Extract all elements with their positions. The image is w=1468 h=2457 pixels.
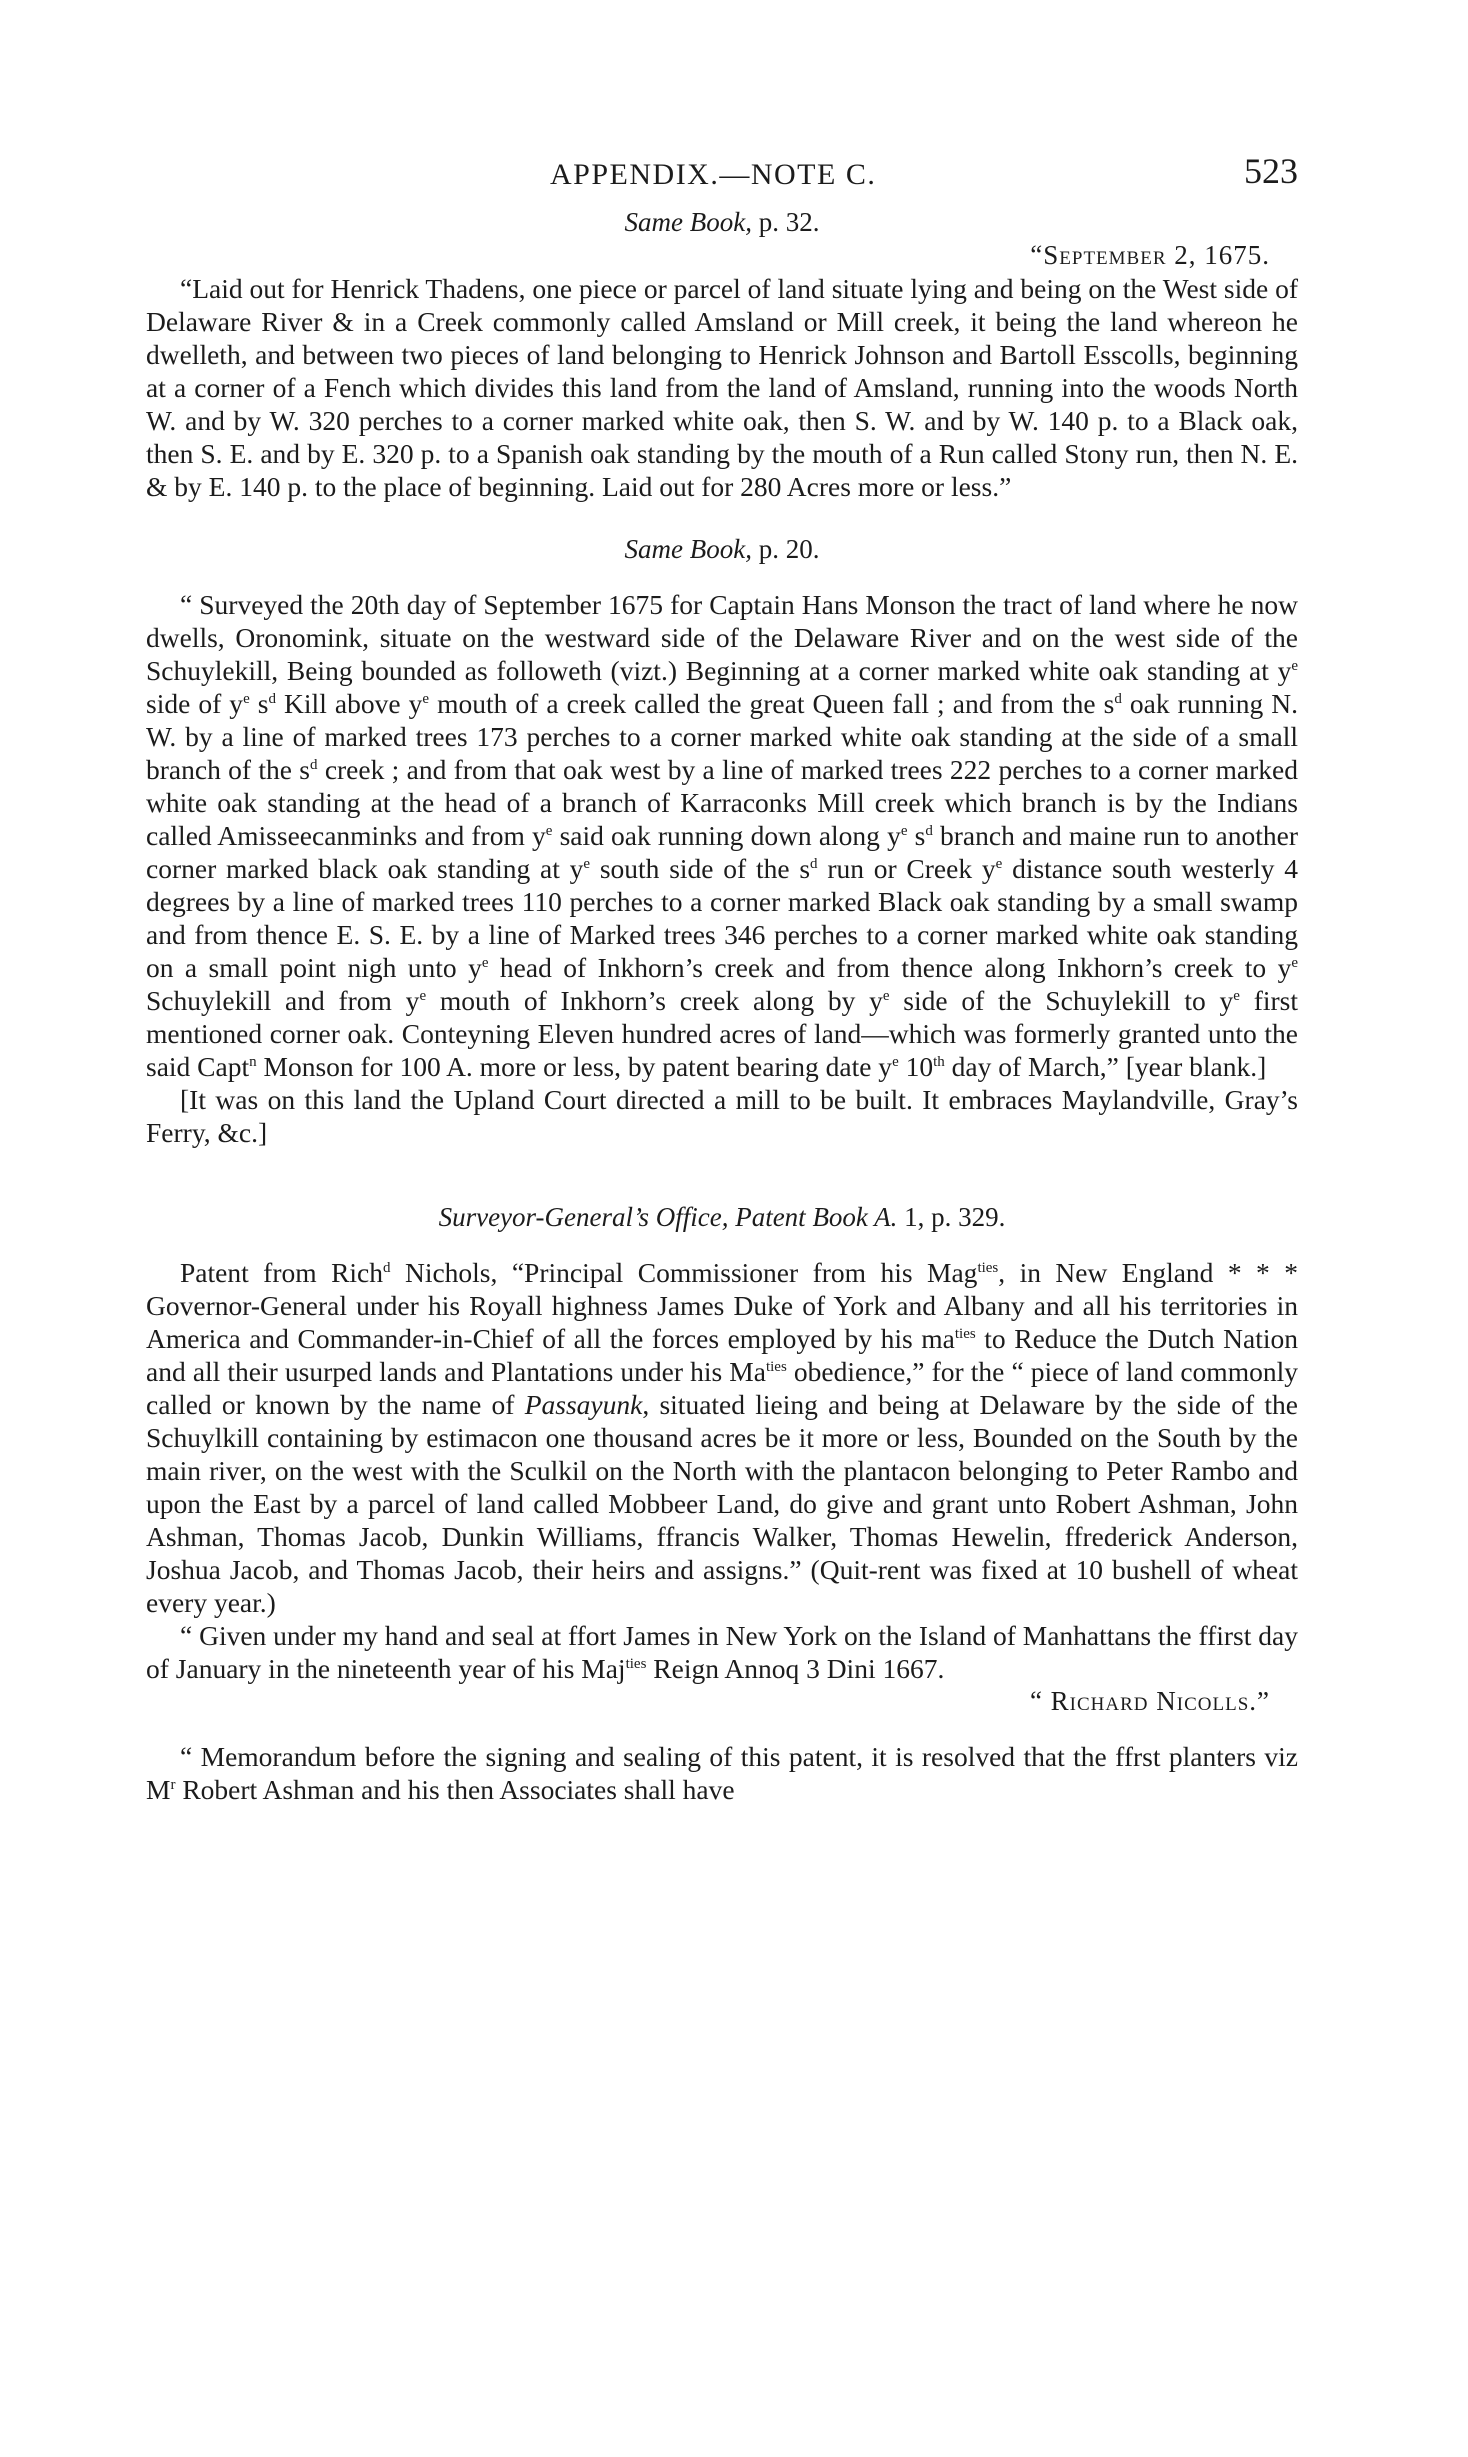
source-book: Same Book, bbox=[624, 534, 752, 564]
running-title: APPENDIX.—NOTE C. bbox=[550, 158, 877, 191]
memorandum-paragraph: “ Memorandum before the signing and sealing of this patent, it is resolved that the ffrst planters viz $M^r$ Robert Ashman and his then Associates shall have bbox=[146, 1741, 1298, 1805]
page bbox=[146, 150, 1298, 1806]
entry-text-3: Patent from Rich$^d$ Nichols, “Principal Commissioner from his Mag$^{ties}$, in New England * * * Governor-General under his Royall highness James Duke of York and Albany and all his territories in America and Commander-in-Chief of all the forces employed by his $ma^{ties}$ to Reduce the Dutch Nation and all their usurped lands and Plantations under his $Ma^{ties}$ obedience,” for the “ piece of land commonly called or known by the name of Passayunk, situated lieing and being at Delaware by the side of the Schuylkill containing by estimacon one thousand acres be it more or less, Bounded on the South by the main river, on the west with the Sculkil on the North with the plantacon belonging to Peter Rambo and upon the East by a parcel of land called Mobbeer Land, do give and grant unto Robert Ashman, John Ashman, Thomas Jacob, Dunkin Williams, ffrancis Walker, Thomas Hewelin, ffrederick Anderson, Joshua Jacob, and Thomas Jacob, their heirs and assigns.” (Quit-rent was fixed at 10 bushell of wheat every year.) bbox=[146, 1257, 1298, 1618]
source-book: Same Book, bbox=[624, 207, 752, 237]
page-number: 523 bbox=[1244, 151, 1298, 191]
source-book: Surveyor-General’s Office, Patent Book A. bbox=[438, 1202, 898, 1232]
given-paragraph: “ Given under my hand and seal at ffort James in New York on the Island of Manhattans the ffirst day of January in the nineteenth year of his Maj$^{ties}$ Reign Annoq 3 Dini 1667. bbox=[146, 1620, 1298, 1684]
entry-date: “September 2, 1675. bbox=[1030, 240, 1270, 270]
source-page: 1, p. 329. bbox=[897, 1202, 1006, 1232]
source-heading-3 bbox=[146, 1201, 1298, 1234]
source-page: p. 32. bbox=[751, 207, 820, 237]
entry-text-2: “ Surveyed the 20th day of September 1675 for Captain Hans Monson the tract of land where he now dwells, Oronomink, situate on the westward side of the Delaware River and on the west side of the Schuylekill, Being bounded as followeth (vizt.) Beginning at a corner marked white oak standing at $y^e$ side of $y^e$ $s^d$ Kill above $y^e$ mouth of a creek called the great Queen fall ; and from the $s^d$ oak running N. W. by a line of marked trees 173 perches to a corner marked white oak standing at the side of a small branch of the $s^d$ creek ; and from that oak west by a line of marked trees 222 perches to a corner marked white oak standing at the head of a branch of Karraconks Mill creek which branch is by the Indians called Amisseecanminks and from $y^e$ said oak running down along $y^e$ $s^d$ branch and maine run to another corner marked black oak standing at $y^e$ south side of the $s^d$ run or Creek $y^e$ distance south westerly 4 degrees by a line of marked trees 110 perches to a corner marked Black oak standing by a small swamp and from thence E. S. E. by a line of Marked trees 346 perches to a corner marked white oak standing on a small point nigh unto $y^e$ head of Inkhorn’s creek and from thence along Inkhorn’s creek to $y^e$ Schuylekill and from $y^e$ mouth of Inkhorn’s creek along by $y^e$ side of the Schuylekill to $y^e$ first mentioned corner oak. Conteyning Eleven hundred acres of land—which was formerly granted unto the said Capt$^n$ Monson for 100 A. more or less, by patent bearing date $y^e$ 10th day of March,” [year blank.] bbox=[146, 589, 1298, 1082]
source-heading-1 bbox=[146, 206, 1298, 239]
source-page: p. 20. bbox=[751, 534, 820, 564]
running-head bbox=[146, 150, 1298, 206]
bracket-note: [It was on this land the Upland Court directed a mill to be built. It embraces Maylandville, Gray’s Ferry, &c.] bbox=[146, 1084, 1298, 1148]
source-heading-2 bbox=[146, 533, 1298, 566]
signature: “ Richard Nicolls.” bbox=[1029, 1686, 1270, 1716]
entry-text-1: “Laid out for Henrick Thadens, one piece or parcel of land situate lying and being on the West side of Delaware River & in a Creek commonly called Amsland or Mill creek, it being the land whereon he dwelleth, and between two pieces of land belonging to Henrick Johnson and Bartoll Esscolls, beginning at a corner of a Fench which divides this land from the land of Amsland, running into the woods North W. and by W. 320 perches to a corner marked white oak, then S. W. and by W. 140 p. to a Black oak, then S. E. and by E. 320 p. to a Spanish oak standing by the mouth of a Run called Stony run, then N. E. & by E. 140 p. to the place of beginning. Laid out for 280 Acres more or less.” bbox=[146, 273, 1298, 502]
